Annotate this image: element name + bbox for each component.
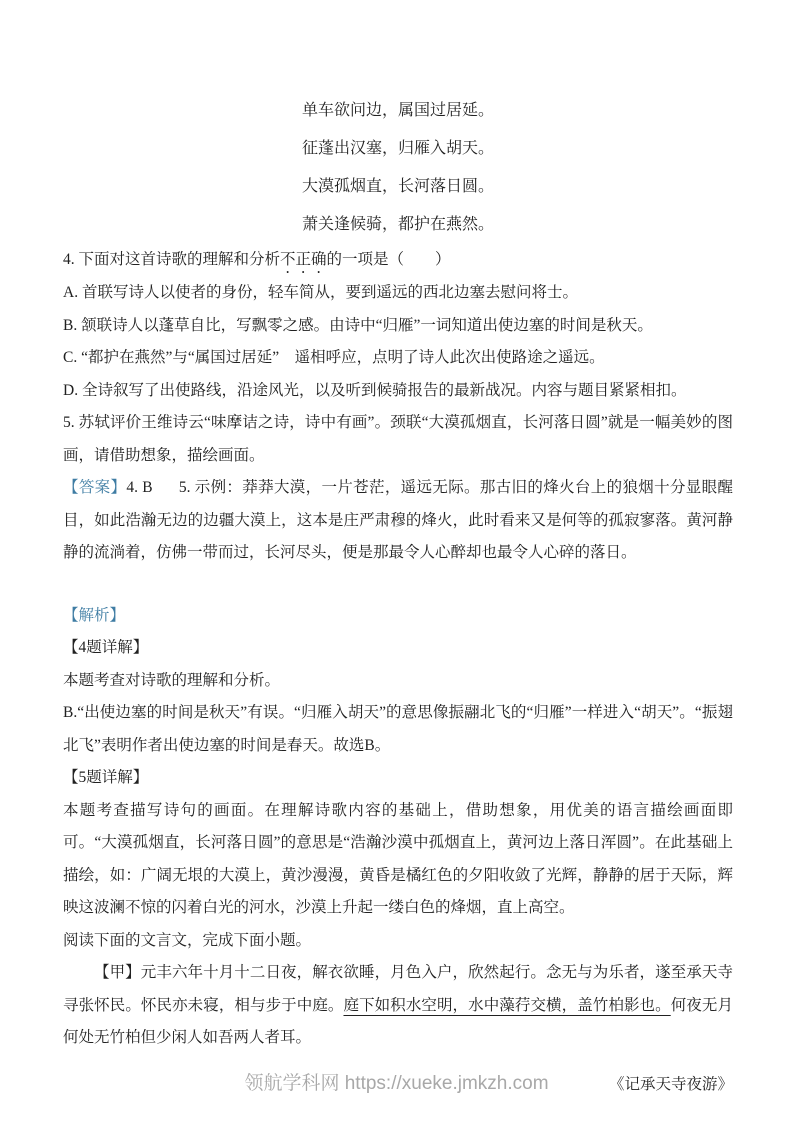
option-b-text: 颔联诗人以蓬草自比，写飘零之感。由诗中“归雁”一词知道出使边塞的时间是秋天。 <box>81 316 653 334</box>
option-d-text: 全诗叙写了出使路线，沿途风光，以及听到候骑报告的最新战况。内容与题目紧紧相扣。 <box>81 381 687 399</box>
poem-block <box>63 92 733 244</box>
reading-intro: 阅读下面的文言文，完成下面小题。 <box>63 931 312 949</box>
option-c-text: “都护在燕然”与“属国过居延” 遥相呼应，点明了诗人此次出使路途之遥远。 <box>81 349 605 366</box>
analysis-q5-heading: 【5题详解】 <box>63 769 149 786</box>
poem-line-4: 萧关逢候骑，都护在燕然。 <box>301 216 494 233</box>
jia-text-after: 何夜无月何处无竹柏但少闲人如吾两人者耳。 <box>63 996 733 1046</box>
option-a-label: A. <box>63 284 79 301</box>
option-a-text: 首联写诗人以使者的身份，轻车简从，要到遥远的西北边塞去慰问将士。 <box>81 284 578 301</box>
question-4-option-a <box>63 277 733 310</box>
question-4-option-d <box>63 375 733 408</box>
option-b-label: B. <box>63 316 78 334</box>
option-c-label: C. <box>63 349 78 366</box>
analysis-tag: 【解析】 <box>63 606 126 624</box>
option-d-label: D. <box>63 381 79 399</box>
analysis-tag-line <box>63 600 733 633</box>
poem-line-2: 征蓬出汉塞，归雁入胡天。 <box>301 140 494 157</box>
question-5 <box>63 407 733 472</box>
question-4-stem-before: 下面对这首诗歌的理解和分析 <box>78 251 281 268</box>
question-5-number: 5. <box>63 414 75 431</box>
question-4-stem <box>63 244 733 277</box>
question-4-stem-emphasis: 不正确 <box>280 251 327 268</box>
jia-underlined-sentence: 庭下如积水空明，水中藻荇交横，盖竹柏影也。 <box>343 996 671 1014</box>
analysis-q4-para2: B.“出使边塞的时间是秋天”有误。“归雁入胡天”的意思像振翮北飞的“归雁”一样进入“胡天”。“振翅北飞”表明作者出使边塞的时间是春天。故选B。 <box>63 704 733 754</box>
question-4-stem-after: 的一项是（ ） <box>326 251 451 268</box>
question-4-option-b <box>63 310 733 343</box>
jia-text-before: 元丰六年十月十二日夜，解衣欲睡，月色入户，欣然起行。念无与为乐者，遂至承天寺寻张怀民。怀民亦未寝，相与步于中庭。 <box>63 964 733 1014</box>
question-4-option-c <box>63 342 733 375</box>
question-5-text: 苏轼评价王维诗云“味摩诘之诗，诗中有画”。颈联“大漠孤烟直，长河落日圆”就是一幅美妙的图画，请借助想象，描绘画面。 <box>63 414 734 464</box>
question-4-number: 4. <box>63 251 75 268</box>
answer-q5: 5. 示例：莽莽大漠，一片苍茫，遥远无际。那古旧的烽火台上的狼烟十分显眼醒目，如此浩瀚无边的边疆大漠上，这本是庄严肃穆的烽火，此时看来又是何等的孤寂寥落。黄河静静的流淌着，仿佛一带而过，长河尽头，便是那最令人心醉却也最令人心碎的落日。 <box>63 479 733 561</box>
analysis-q5-para: 本题考查描写诗句的画面。在理解诗歌内容的基础上，借助想象，用优美的语言描绘画面即可。“大漠孤烟直，长河落日圆”的意思是“浩瀚沙漠中孤烟直上，黄河边上落日浑圆”。在此基础上描绘，如：广阔无垠的大漠上，黄沙漫漫，黄昏是橘红色的夕阳收敛了光辉，静静的居于天际，辉映这波澜不惊的闪着白光的河水，沙漠上升起一缕白色的烽烟，直上高空。 <box>63 801 733 916</box>
analysis-q4-heading: 【4题详解】 <box>63 639 149 656</box>
site-watermark: 领航学科网 https://xueke.jmkzh.com <box>244 1073 549 1094</box>
poem-line-1: 单车欲问边，属国过居延。 <box>301 102 494 119</box>
answer-tag: 【答案】 <box>63 479 127 496</box>
reading-passage-jia <box>63 957 733 1055</box>
answer-paragraph <box>63 472 733 570</box>
answer-q4: 4. B <box>126 479 153 496</box>
document-content <box>63 0 733 1117</box>
poem-line-3: 大漠孤烟直，长河落日圆。 <box>301 178 494 195</box>
jia-label: 【甲】 <box>94 964 141 981</box>
passage-source-title: 《记承天寺夜游》 <box>608 1075 733 1093</box>
analysis-q4-para1: 本题考查对诗歌的理解和分析。 <box>63 671 281 689</box>
